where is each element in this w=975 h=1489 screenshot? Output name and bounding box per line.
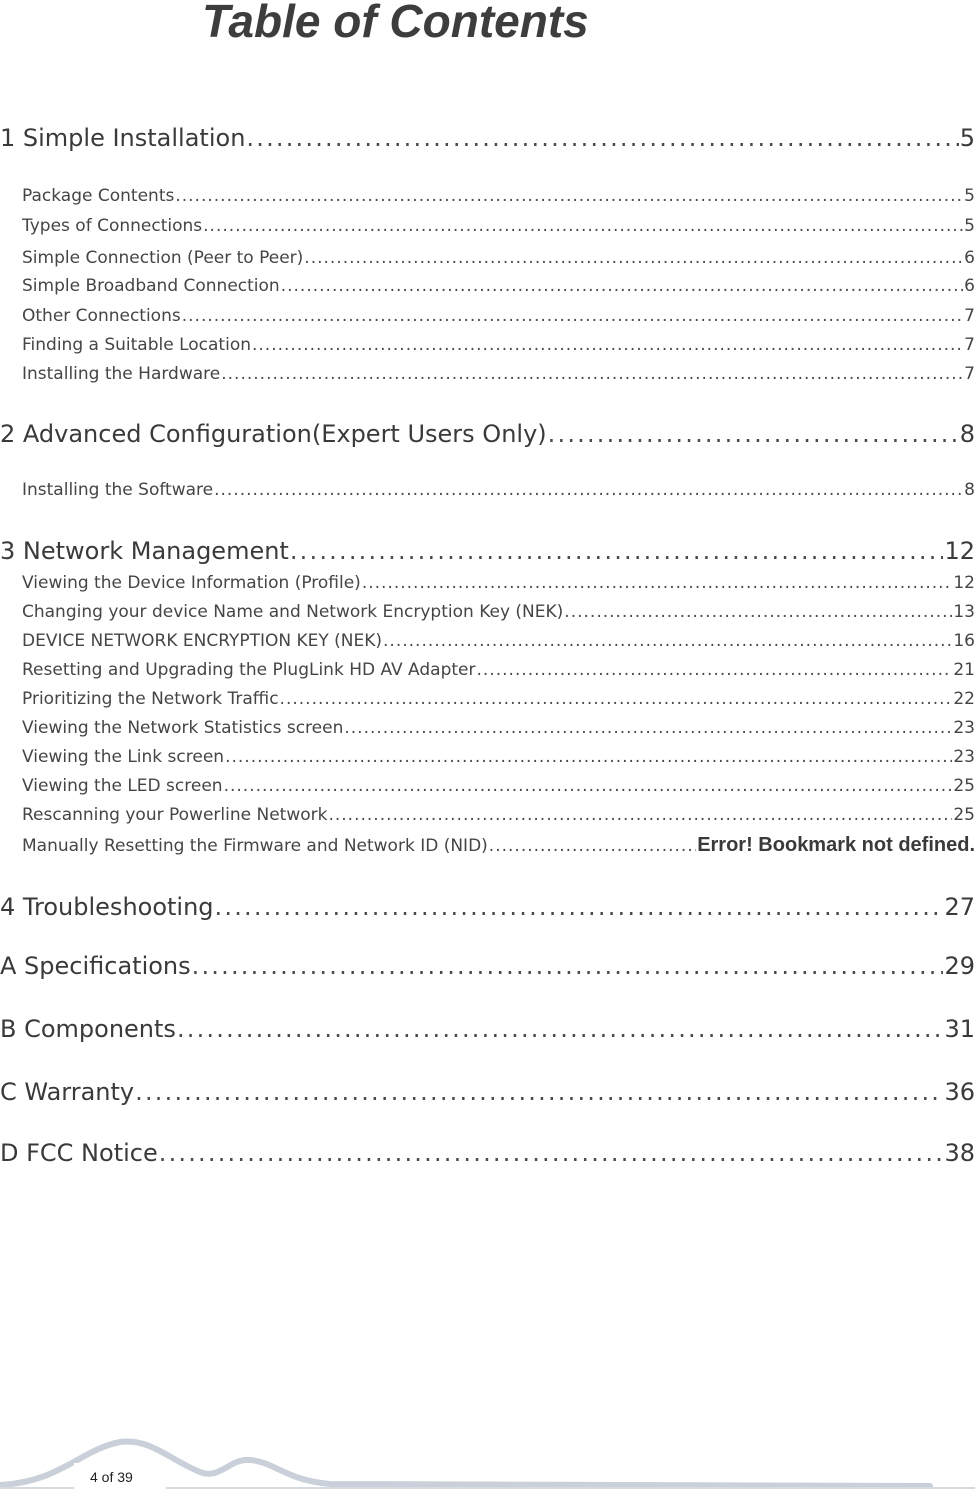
toc-dot-leader: [192, 952, 944, 980]
toc-dot-leader: [224, 776, 953, 796]
toc-entry-page: 13: [953, 602, 975, 622]
toc-dot-leader: [246, 124, 958, 152]
toc-chapter-entry[interactable]: [0, 1139, 975, 1167]
toc-section-entry[interactable]: [22, 660, 975, 680]
toc-dot-leader: [135, 1078, 943, 1106]
toc-section-entry[interactable]: [22, 689, 975, 709]
toc-entry-page: 16: [953, 631, 975, 651]
page-number: 4 of 39: [74, 1463, 166, 1489]
toc-entry-page: 27: [944, 893, 975, 921]
toc-entry-label: D FCC Notice: [0, 1139, 158, 1167]
toc-dot-leader: [477, 660, 953, 680]
toc-section-entry[interactable]: [22, 480, 975, 500]
toc-entry-label: B Components: [0, 1015, 176, 1043]
toc-entry-page: 29: [944, 952, 975, 980]
toc-entry-label: Manually Resetting the Firmware and Network ID (NID): [22, 836, 488, 856]
toc-entry-label: C Warranty: [0, 1078, 135, 1106]
toc-section-entry[interactable]: [22, 186, 975, 206]
toc-entry-page: Error! Bookmark not defined.: [697, 834, 975, 856]
toc-entry-page: 6: [964, 248, 975, 268]
toc-entry-label: Changing your device Name and Network Encryption Key (NEK): [22, 602, 564, 622]
toc-dot-leader: [252, 335, 963, 355]
toc-entry-label: 1 Simple Installation: [0, 124, 246, 152]
toc-dot-leader: [362, 573, 953, 593]
toc-section-entry[interactable]: [22, 364, 975, 384]
toc-entry-page: 5: [964, 216, 975, 236]
toc-section-entry[interactable]: [22, 216, 975, 236]
toc-entry-label: Viewing the Network Statistics screen: [22, 718, 344, 738]
toc-entry-page: 8: [964, 480, 975, 500]
toc-chapter-entry[interactable]: [0, 893, 975, 921]
toc-entry-page: 25: [953, 805, 975, 825]
toc-dot-leader: [383, 631, 952, 651]
toc-chapter-entry[interactable]: [0, 1078, 975, 1106]
toc-entry-label: 2 Advanced Configuration(Expert Users Only): [0, 420, 547, 448]
toc-dot-leader: [281, 276, 963, 296]
toc-entry-label: Installing the Software: [22, 480, 214, 500]
toc-section-entry[interactable]: [22, 747, 975, 767]
toc-dot-leader: [489, 836, 696, 856]
toc-entry-label: DEVICE NETWORK ENCRYPTION KEY (NEK): [22, 631, 383, 651]
toc-entry-page: 22: [953, 689, 975, 709]
toc-entry-page: 7: [964, 335, 975, 355]
toc-entry-label: Simple Connection (Peer to Peer): [22, 248, 304, 268]
toc-section-entry[interactable]: [22, 573, 975, 593]
toc-dot-leader: [564, 602, 952, 622]
toc-entry-page: 5: [964, 186, 975, 206]
toc-entry-label: Prioritizing the Network Traffic: [22, 689, 279, 709]
toc-chapter-entry[interactable]: [0, 420, 975, 448]
toc-dot-leader: [215, 893, 944, 921]
toc-entry-label: Viewing the LED screen: [22, 776, 223, 796]
toc-section-entry[interactable]: [22, 805, 975, 825]
toc-entry-page: 25: [953, 776, 975, 796]
toc-chapter-entry[interactable]: [0, 1015, 975, 1043]
toc-entry-page: 8: [959, 420, 975, 448]
toc-entry-label: A Specifications: [0, 952, 191, 980]
toc-dot-leader: [328, 805, 952, 825]
toc-dot-leader: [548, 420, 959, 448]
toc-dot-leader: [159, 1139, 944, 1167]
toc-entry-page: 12: [944, 537, 975, 565]
toc-entry-label: 3 Network Management: [0, 537, 289, 565]
toc-entry-label: Types of Connections: [22, 216, 203, 236]
toc-dot-leader: [214, 480, 963, 500]
toc-section-entry[interactable]: [22, 718, 975, 738]
toc-entry-label: Package Contents: [22, 186, 175, 206]
toc-entry-page: 5: [959, 124, 975, 152]
toc-entry-page: 12: [953, 573, 975, 593]
toc-chapter-entry[interactable]: [0, 952, 975, 980]
toc-dot-leader: [225, 747, 952, 767]
toc-section-entry[interactable]: [22, 248, 975, 268]
toc-section-entry[interactable]: [22, 602, 975, 622]
toc-dot-leader: [221, 364, 963, 384]
toc-entry-label: Rescanning your Powerline Network: [22, 805, 328, 825]
toc-entry-label: Finding a Suitable Location: [22, 335, 251, 355]
toc-entry-page: 7: [964, 364, 975, 384]
toc-entry-page: 38: [944, 1139, 975, 1167]
toc-entry-page: 23: [953, 718, 975, 738]
toc-section-entry[interactable]: [22, 631, 975, 651]
toc-entry-label: Viewing the Device Information (Profile): [22, 573, 361, 593]
toc-entry-label: Installing the Hardware: [22, 364, 221, 384]
toc-section-entry[interactable]: [22, 834, 975, 857]
toc-entry-page: 21: [953, 660, 975, 680]
toc-dot-leader: [203, 216, 963, 236]
page-title: Table of Contents: [202, 0, 589, 47]
toc-entry-page: 31: [944, 1015, 975, 1043]
toc-entry-label: 4 Troubleshooting: [0, 893, 214, 921]
toc-entry-label: Simple Broadband Connection: [22, 276, 280, 296]
toc-dot-leader: [304, 248, 963, 268]
toc-dot-leader: [290, 537, 944, 565]
toc-entry-label: Resetting and Upgrading the PlugLink HD AV Adapter: [22, 660, 476, 680]
toc-section-entry[interactable]: [22, 306, 975, 326]
toc-chapter-entry[interactable]: [0, 124, 975, 152]
toc-section-entry[interactable]: [22, 335, 975, 355]
toc-entry-label: Other Connections: [22, 306, 181, 326]
toc-section-entry[interactable]: [22, 776, 975, 796]
toc-entry-label: Viewing the Link screen: [22, 747, 225, 767]
toc-chapter-entry[interactable]: [0, 537, 975, 565]
toc-dot-leader: [177, 1015, 944, 1043]
toc-entry-page: 6: [964, 276, 975, 296]
toc-entry-page: 23: [953, 747, 975, 767]
toc-section-entry[interactable]: [22, 276, 975, 296]
toc-dot-leader: [280, 689, 953, 709]
toc-entry-page: 7: [964, 306, 975, 326]
toc-dot-leader: [344, 718, 952, 738]
toc-dot-leader: [182, 306, 963, 326]
toc-dot-leader: [175, 186, 963, 206]
toc-entry-page: 36: [944, 1078, 975, 1106]
